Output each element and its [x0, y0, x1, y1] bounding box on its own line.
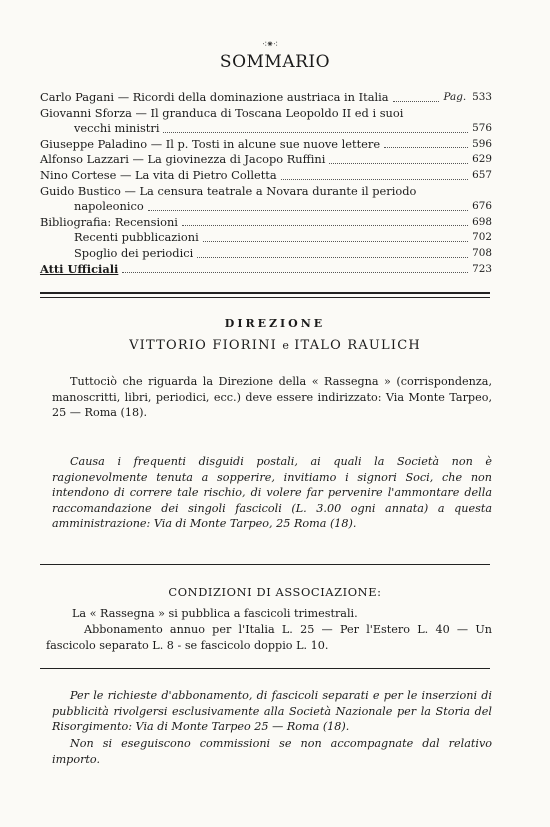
condizioni-line-1: La « Rassegna » si pubblica a fascicoli trimestrali. — [72, 607, 358, 620]
toc-entry: Nino Cortese — La vita di Pietro Colletta 657 — [40, 167, 492, 182]
dot-leader — [393, 101, 440, 102]
toc-entry: Carlo Pagani — Ricordi della dominazione austriaca in Italia Pag. 533 — [40, 90, 492, 104]
toc-bibliografia: Bibliografia: Recensioni 698 — [40, 214, 492, 229]
dot-leader — [148, 210, 468, 211]
table-of-contents — [40, 90, 492, 277]
direzione-title: DIREZIONE — [224, 317, 326, 330]
toc-subentry: Spoglio dei periodici 708 — [74, 245, 492, 260]
toc-entry: Alfonso Lazzari — La giovinezza di Jacopo Ruffini 629 — [40, 152, 492, 167]
avviso-text: Causa i frequenti disguidi postali, ai quali la Società non è ragionevolmente tenuta a sopperire, invitiamo i signori Soci, che non intendono di correre tale rischio, di volere far pervenire l'ammontare della raccomandazione dei singoli fascicoli (L. 3.00 ogni annata) a questa amministrazione: Via di Monte Tarpeo, 25 Roma (18). — [52, 455, 492, 530]
condizioni-line-2: Abbonamento annuo per l'Italia L. 25 — Per l'Estero L. 40 — Un fascicolo separato L. 8 - se fascicolo doppio L. 10. — [46, 623, 492, 652]
dot-leader — [281, 179, 468, 180]
toc-entry-continued: napoleonico 676 — [74, 199, 492, 214]
direzione-names: VITTORIO FIORINI e ITALO RAULICH — [129, 338, 421, 353]
dot-leader — [203, 241, 468, 242]
direzione-text: Tuttociò che riguarda la Direzione della « Rassegna » (corrispondenza, manoscritti, libri, periodici, ecc.) deve essere indirizzato: Via Monte Tarpeo, 25 — Roma (18). — [52, 375, 492, 419]
dot-leader — [197, 257, 468, 258]
toc-subentry: Recenti pubblicazioni 702 — [74, 230, 492, 245]
importo-text: Non si eseguiscono commissioni se non accompagnate dal relativo importo. — [52, 737, 492, 766]
toc-entry: Giuseppe Paladino — Il p. Tosti in alcune sue nuove lettere 596 — [40, 136, 492, 151]
toc-atti: Atti Ufficiali 723 — [40, 261, 492, 276]
dot-leader — [163, 132, 468, 133]
dot-leader — [122, 272, 468, 273]
toc-entry: Giovanni Sforza — Il granduca di Toscana Leopoldo II ed i suoi — [40, 105, 404, 120]
toc-entry: Guido Bustico — La censura teatrale a Novara durante il periodo — [40, 183, 417, 198]
condizioni-title: CONDIZIONI DI ASSOCIAZIONE: — [168, 585, 382, 599]
ornament-mark: ⁖⁕⁖ — [262, 40, 278, 50]
divider — [40, 297, 490, 298]
dot-leader — [329, 163, 468, 164]
dot-leader — [384, 147, 468, 148]
dot-leader — [182, 225, 468, 226]
sommario-title: SOMMARIO — [219, 52, 331, 72]
richieste-text: Per le richieste d'abbonamento, di fascicoli separati e per le inserzioni di pubblicità rivolgersi esclusivamente alla Società Nazionale per la Storia del Risorgimento: Via di Monte Tarpeo 25 — Roma (18). — [52, 689, 492, 733]
toc-entry-continued: vecchi ministri 576 — [74, 121, 492, 136]
divider — [40, 292, 490, 294]
divider — [40, 668, 490, 669]
divider — [40, 564, 490, 565]
